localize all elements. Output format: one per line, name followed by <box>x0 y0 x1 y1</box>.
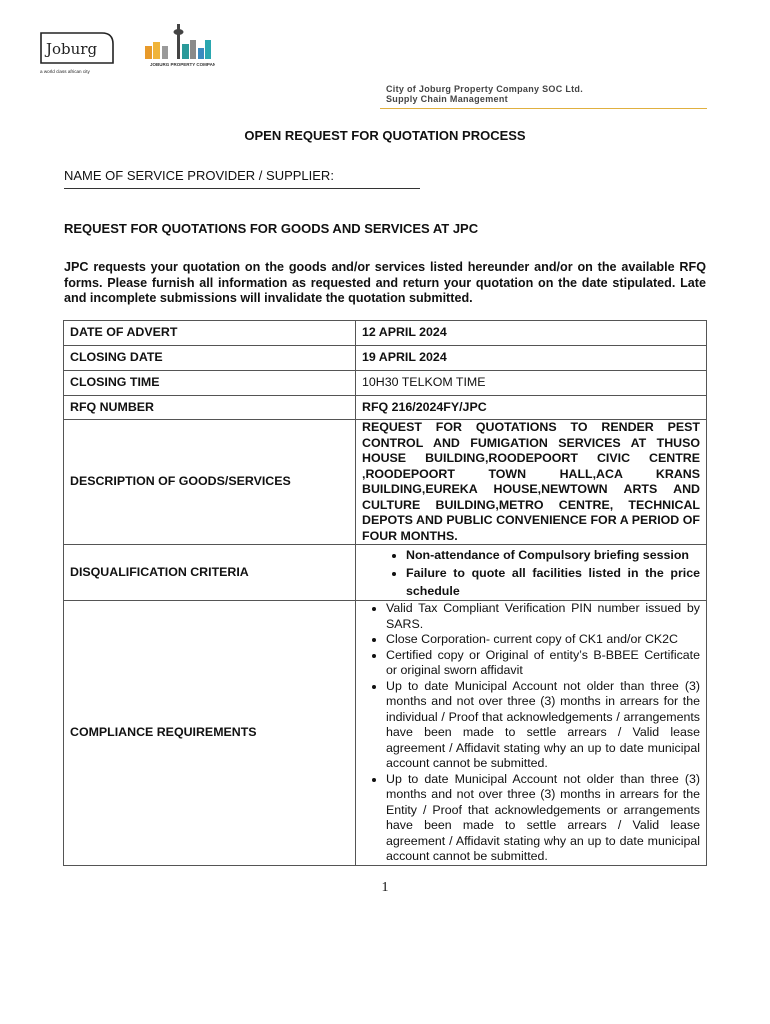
closing-date-value: 19 APRIL 2024 <box>356 346 707 371</box>
rfq-details-table <box>63 320 707 866</box>
rfq-number-value: RFQ 216/2024FY/JPC <box>356 396 707 420</box>
row-label: DATE OF ADVERT <box>64 321 356 346</box>
table-row <box>64 371 707 396</box>
disqualification-value <box>356 545 707 601</box>
intro-paragraph: JPC requests your quotation on the goods and/or services listed hereunder and/or on the available RFQ forms. Please furnish all information as requested and return your quotation on the date stipulated. Late and incomplete submissions will invalidate the quotation submitted. <box>64 260 706 305</box>
advert-date-value: 12 APRIL 2024 <box>356 321 707 346</box>
table-row <box>64 420 707 545</box>
joburg-tagline: a world class african city <box>40 69 90 74</box>
table-row <box>64 321 707 346</box>
department-name: Supply Chain Management <box>386 94 508 104</box>
description-value: REQUEST FOR QUOTATIONS TO RENDER PEST CONTROL AND FUMIGATION SERVICES AT THUSO HOUSE BUILDING,ROODEPOORT CIVIC CENTRE ,ROODEPOORT TOWN HALL,ACA KRANS BUILDING,EUREKA HOUSE,NEWTOWN ARTS AND CULTURE BUILDING,METRO CENTRE, TECHNICAL DEPOTS AND PUBLIC CONVENIENCE FOR A PERIOD OF FOUR MONTHS. <box>356 420 707 545</box>
table-row <box>64 396 707 420</box>
closing-time-value: 10H30 TELKOM TIME <box>356 371 707 396</box>
company-header <box>386 84 583 104</box>
page-number: 1 <box>381 880 389 895</box>
list-item: • Non-attendance of Compulsory briefing session <box>406 546 700 564</box>
list-item: • Up to date Municipal Account not older than three (3) months and not over three (3) months in arrears for the Entity / Proof that acknowledgements or arrangements have been made to settle arrears / Valid lease agreement / Affidavit stating why an up to date municipal account cannot be submitted. <box>386 772 700 865</box>
supplier-name-line <box>64 188 420 189</box>
row-label: RFQ NUMBER <box>64 396 356 420</box>
joburg-logo <box>38 30 118 75</box>
supplier-label: NAME OF SERVICE PROVIDER / SUPPLIER: <box>64 168 334 183</box>
joburg-logo-text: Joburg <box>46 40 98 58</box>
compliance-value <box>356 601 707 866</box>
company-name: City of Joburg Property Company SOC Ltd. <box>386 84 584 94</box>
row-label: CLOSING DATE <box>64 346 356 371</box>
section-heading: REQUEST FOR QUOTATIONS FOR GOODS AND SERVICES AT JPC <box>64 221 479 236</box>
document-title: OPEN REQUEST FOR QUOTATION PROCESS <box>244 128 526 143</box>
list-item: • Up to date Municipal Account not older than three (3) months and not over three (3) months in arrears for the individual / Proof that acknowledgements / arrangements have been made to settle arrears / Valid lease agreement / Affidavit stating why an up to date municipal account cannot be submitted. <box>386 679 700 772</box>
jpc-logo-text: JOBURG PROPERTY COMPANY <box>150 62 215 67</box>
row-label: COMPLIANCE REQUIREMENTS <box>64 601 356 866</box>
list-item: • Valid Tax Compliant Verification PIN number issued by SARS. <box>386 601 700 632</box>
row-label: DESCRIPTION OF GOODS/SERVICES <box>64 420 356 545</box>
header-divider <box>380 108 707 109</box>
list-item: • Close Corporation- current copy of CK1 and/or CK2C <box>386 632 700 648</box>
row-label: CLOSING TIME <box>64 371 356 396</box>
table-row <box>64 545 707 601</box>
table-row <box>64 601 707 866</box>
list-item: • Certified copy or Original of entity’s B-BBEE Certificate or original sworn affidavit <box>386 648 700 679</box>
jpc-logo <box>140 18 215 76</box>
row-label: DISQUALIFICATION CRITERIA <box>64 545 356 601</box>
table-row <box>64 346 707 371</box>
list-item: • Failure to quote all facilities listed in the price schedule <box>406 564 700 600</box>
